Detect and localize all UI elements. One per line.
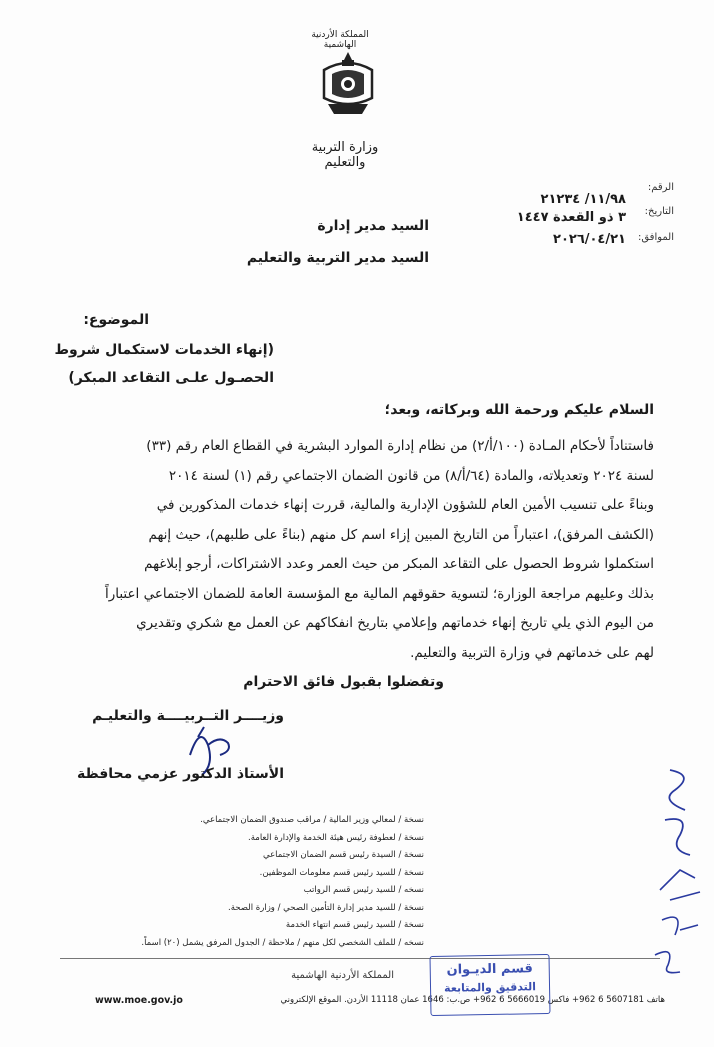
body-line: لهم على خدماتهم في وزارة التربية والتعليم. <box>410 644 654 661</box>
letterhead-top-line: المملكة الأردنية الهاشمية <box>311 30 369 50</box>
copy-line: نسخة / لمعالي وزير المالية / مراقب صندوق الضمان الاجتماعي. <box>200 815 424 825</box>
footer-kingdom: المملكة الأردنية الهاشمية <box>291 970 394 981</box>
equiv-value: ٢٠٢٦/٠٤/٢١ <box>553 232 626 247</box>
greeting: السلام عليكم ورحمة الله وبركاته، وبعد؛ <box>384 402 654 418</box>
signer-name: الأستاذ الدكتور عزمي محافظة <box>76 766 284 782</box>
copy-line: نسخة / للسيد رئيس قسم انتهاء الخدمة <box>285 920 424 930</box>
subject-label: الموضوع: <box>83 312 149 328</box>
stamp-line-2: التدقيق والمتابعة <box>443 980 537 995</box>
footer-contact: هاتف 5607181 6 962+ فاكس 5666019 6 962+ ص.ب: 1646 عمان 11118 الأردن. الموقع الإلكتروني <box>280 995 665 1005</box>
copy-line: نسخة / للسيد رئيس قسم معلومات الموظفين. <box>259 867 424 878</box>
date-label: التاريخ: <box>644 206 674 217</box>
body-line: من اليوم الذي يلي تاريخ إنهاء خدماتهم وإعلامي بتاريخ انفكاكهم عن العمل مع شكري وتقديري <box>136 615 654 631</box>
coat-of-arms-icon <box>318 48 378 120</box>
copy-line: نسخة / السيدة رئيس قسم الضمان الاجتماعي <box>262 850 424 860</box>
body-line: استكملوا شروط الحصول على التقاعد المبكر من حيث العمر وعدد الاشتراكات، أرجو إبلاغهم <box>144 556 654 572</box>
copy-line: نسخة / لعطوفة رئيس هيئة الخدمة والإدارة العامة. <box>248 832 424 843</box>
footer-website-link[interactable]: www.moe.gov.jo <box>95 995 183 1006</box>
handwritten-notes-icon <box>640 760 710 980</box>
subject-line-2: الحصـول علـى التقاعد المبكر) <box>68 370 274 386</box>
date-value: ٣ ذو القعدة ١٤٤٧ <box>516 210 626 225</box>
number-label: الرقم: <box>647 182 674 193</box>
subject-line-1: (إنهاء الخدمات لاستكمال شروط <box>54 342 274 358</box>
copy-line: نسخه / للملف الشخصي لكل منهم / ملاحظة / الجدول المرفق يشمل (٢٠) اسماً. <box>141 937 424 948</box>
letter-body <box>64 432 654 668</box>
body-line: (الكشف المرفق)، اعتباراً من التاريخ المبين إزاء اسم كل منهم (بناءً على طلبهم)، حيث إنهم <box>148 526 654 543</box>
footer-divider <box>60 958 660 959</box>
closing-line: وتفضلوا بقبول فائق الاحترام <box>243 674 444 690</box>
body-line: لسنة ٢٠٢٤ وتعديلاته، والمادة (٦٤/أ/٨) من قانون الضمان الاجتماعي رقم (١) لسنة ٢٠١٤ <box>168 467 654 484</box>
number-value: ١١/٩٨/ ٢١٢٣٤ <box>540 192 626 207</box>
copy-line: نسخة / للسيد مدير إدارة التأمين الصحي / وزارة الصحة. <box>228 902 424 913</box>
signer-title: وزيــــر التــربيــــة والتعليـم <box>92 708 284 724</box>
addressee-line-2: السيد مدير التربية والتعليم <box>246 250 429 266</box>
addressee-line-1: السيد مدير إدارة <box>317 218 429 234</box>
stamp-line-1: قسم الديـوان <box>446 961 534 978</box>
copies-list <box>4 812 424 952</box>
body-line: بذلك وعليهم مراجعة الوزارة؛ لتسوية حقوقهم المالية مع المؤسسة العامة للضمان الاجتماعي اعتباراً <box>104 585 654 602</box>
office-stamp <box>429 954 550 1016</box>
equiv-label: الموافق: <box>637 232 674 243</box>
body-line: وبناءً على تنسيب الأمين العام للشؤون الإدارية والمالية، قررت إنهاء خدمات المذكورين في <box>156 497 654 513</box>
copy-line: نسخه / للسيد رئيس قسم الرواتب <box>303 885 424 895</box>
ministry-name: وزارة التربية والتعليم <box>311 140 379 170</box>
body-line: فاستناداً لأحكام المـادة (١٠٠/أ/٢) من نظام إدارة الموارد البشرية في القطاع العام رقم (٣٣) <box>146 438 654 454</box>
